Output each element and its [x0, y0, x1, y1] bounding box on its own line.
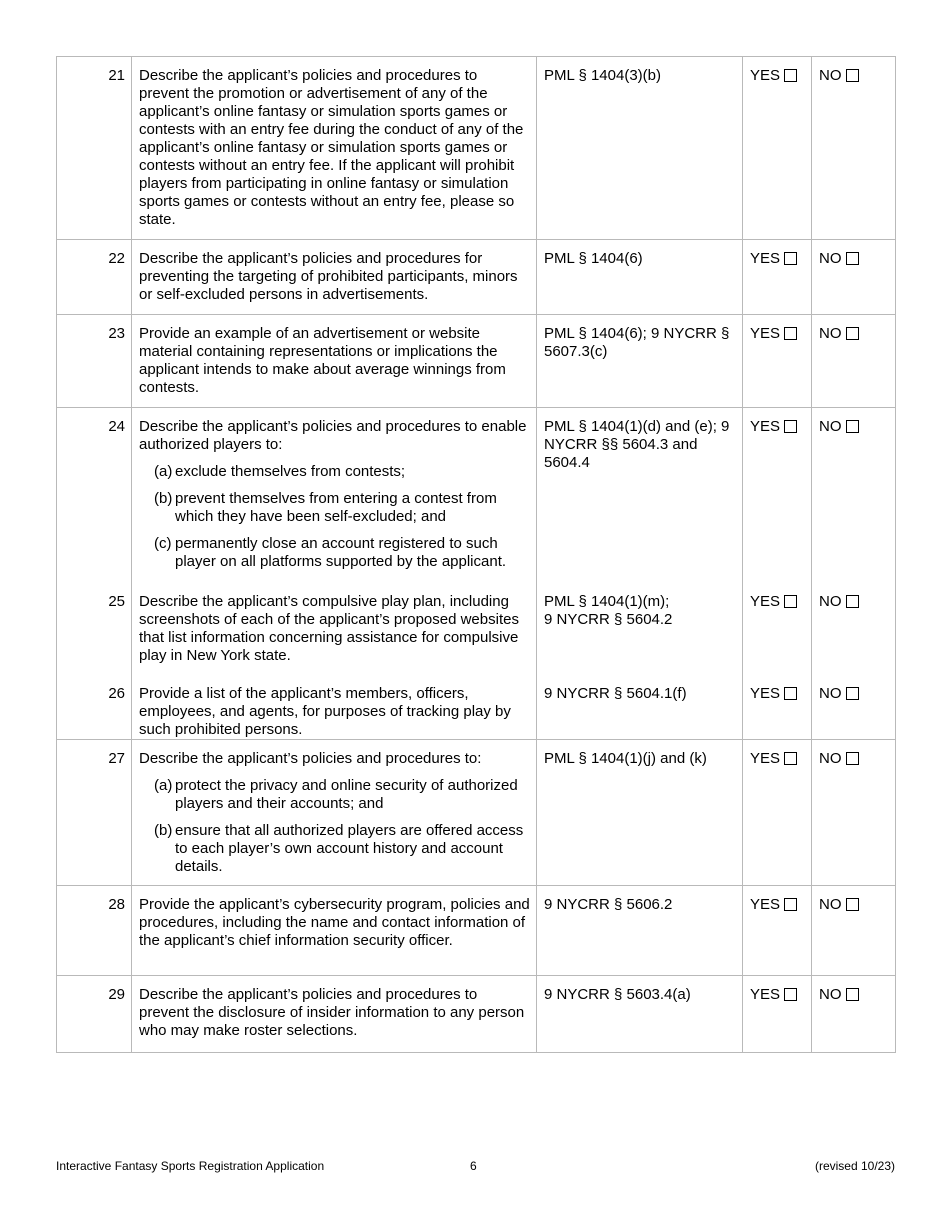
yes-option — [743, 975, 812, 1052]
yes-checkbox[interactable] — [784, 595, 797, 608]
footer-revision: (revised 10/23) — [814, 1159, 895, 1173]
list-item-label: (a) — [154, 776, 173, 794]
regulation-reference: 9 NYCRR § 5603.4(a) — [537, 975, 743, 1052]
yes-label: YES — [750, 985, 781, 1003]
table-row — [57, 885, 896, 975]
no-checkbox[interactable] — [846, 595, 859, 608]
list-item-label: (a) — [154, 463, 173, 480]
table-row — [57, 57, 896, 240]
item-number: 29 — [57, 975, 132, 1052]
yes-checkbox[interactable] — [784, 252, 797, 265]
yes-label: YES — [750, 67, 781, 84]
regulation-reference-line: PML § 1404(1)(m); — [544, 592, 670, 610]
table-row — [57, 675, 896, 740]
table-row — [57, 975, 896, 1052]
item-description: Provide a list of the applicant’s members, officers, employees, and agents, for purposes of tracking play by such prohibited persons. — [132, 675, 537, 740]
no-option — [812, 675, 896, 740]
no-label: NO — [819, 250, 842, 267]
yes-option — [743, 57, 812, 240]
no-label: NO — [819, 749, 842, 767]
yes-checkbox[interactable] — [784, 898, 797, 911]
yes-option — [743, 315, 812, 408]
item-number: 21 — [57, 57, 132, 240]
item-description-text: Describe the applicant’s policies and procedures to enable authorized players to: — [139, 418, 527, 453]
regulation-reference-line: 9 NYCRR § 5604.2 — [544, 610, 673, 628]
list-item-text: exclude themselves from contests; — [175, 463, 406, 480]
item-description: Describe the applicant’s policies and procedures to prevent the promotion or advertisement of any of the applicant’s online fantasy or simulation sports games or contests with an entry fee during the conduct of any of the applicant’s online fantasy or simulation sports games or contests without an entry fee. If the applicant will prohibit players from participating in online fantasy or simulation sports games or contests without an entry fee, please so state. — [132, 57, 537, 240]
no-option — [812, 240, 896, 315]
item-number: 27 — [57, 739, 132, 885]
yes-checkbox[interactable] — [784, 69, 797, 82]
list-item-label: (c) — [154, 535, 172, 552]
item-description — [132, 739, 537, 885]
item-description-text: Describe the applicant’s policies and procedures to: — [139, 749, 482, 767]
table-row — [57, 408, 896, 583]
no-checkbox[interactable] — [846, 252, 859, 265]
list-item — [154, 463, 530, 481]
no-option — [812, 408, 896, 583]
no-option — [812, 739, 896, 885]
list-item-label: (b) — [154, 821, 173, 839]
yes-checkbox[interactable] — [784, 327, 797, 340]
no-checkbox[interactable] — [846, 687, 859, 700]
yes-option — [743, 240, 812, 315]
no-option — [812, 885, 896, 975]
footer-page-number: 6 — [470, 1159, 477, 1173]
yes-option — [743, 885, 812, 975]
regulation-reference: PML § 1404(3)(b) — [537, 57, 743, 240]
regulation-reference: PML § 1404(1)(d) and (e); 9 NYCRR §§ 5604.3 and 5604.4 — [537, 408, 743, 583]
table-row — [57, 583, 896, 675]
yes-label: YES — [750, 418, 781, 435]
no-option — [812, 315, 896, 408]
yes-checkbox[interactable] — [784, 420, 797, 433]
no-label: NO — [819, 592, 842, 610]
no-option — [812, 57, 896, 240]
yes-checkbox[interactable] — [784, 752, 797, 765]
item-number: 26 — [57, 675, 132, 740]
list-item — [154, 822, 530, 876]
item-number: 23 — [57, 315, 132, 408]
no-option — [812, 975, 896, 1052]
yes-label: YES — [750, 592, 781, 610]
item-description: Provide the applicant’s cybersecurity program, policies and procedures, including the name and contact information of the applicant’s chief information security officer. — [132, 885, 537, 975]
list-item-text: ensure that all authorized players are offered access to each player’s own account history and account details. — [175, 821, 524, 875]
table-row — [57, 315, 896, 408]
list-item-text: permanently close an account registered to such player on all platforms supported by the applicant. — [175, 535, 507, 570]
no-checkbox[interactable] — [846, 898, 859, 911]
list-item — [154, 490, 530, 526]
regulation-reference: PML § 1404(6); 9 NYCRR § 5607.3(c) — [537, 315, 743, 408]
list-item — [154, 777, 530, 813]
no-label: NO — [819, 325, 842, 342]
no-label: NO — [819, 418, 842, 435]
item-number: 28 — [57, 885, 132, 975]
yes-option — [743, 675, 812, 740]
table-row — [57, 739, 896, 885]
item-description: Provide an example of an advertisement or website material containing representations or implications the applicant intends to make about average winnings from contests. — [132, 315, 537, 408]
item-description: Describe the applicant’s policies and procedures to prevent the disclosure of insider information to any person who may make roster selections. — [132, 975, 537, 1052]
list-item-text: prevent themselves from entering a contest from which they have been self-excluded; and — [175, 490, 497, 525]
yes-option — [743, 739, 812, 885]
requirements-table — [56, 56, 896, 1053]
no-checkbox[interactable] — [846, 988, 859, 1001]
footer-document-title: Interactive Fantasy Sports Registration Application — [56, 1159, 325, 1173]
item-description: Describe the applicant’s policies and procedures for preventing the targeting of prohibited participants, minors or self-excluded persons in advertisements. — [132, 240, 537, 315]
table-row — [57, 240, 896, 315]
yes-checkbox[interactable] — [784, 988, 797, 1001]
list-item-label: (b) — [154, 490, 173, 507]
yes-label: YES — [750, 325, 781, 342]
yes-label: YES — [750, 684, 781, 702]
no-label: NO — [819, 895, 842, 913]
item-number: 24 — [57, 408, 132, 583]
list-item-text: protect the privacy and online security of authorized players and their accounts; and — [175, 776, 518, 812]
regulation-reference: 9 NYCRR § 5604.1(f) — [537, 675, 743, 740]
regulation-reference — [537, 583, 743, 675]
no-label: NO — [819, 67, 842, 84]
item-description: Describe the applicant’s compulsive play plan, including screenshots of each of the applicant’s proposed websites that list information concerning assistance for compulsive play in New York state. — [132, 583, 537, 675]
yes-label: YES — [750, 749, 781, 767]
yes-label: YES — [750, 895, 781, 913]
no-checkbox[interactable] — [846, 69, 859, 82]
no-option — [812, 583, 896, 675]
item-number: 22 — [57, 240, 132, 315]
regulation-reference: 9 NYCRR § 5606.2 — [537, 885, 743, 975]
item-description — [132, 408, 537, 583]
no-checkbox[interactable] — [846, 327, 859, 340]
yes-label: YES — [750, 250, 781, 267]
no-checkbox[interactable] — [846, 752, 859, 765]
regulation-reference: PML § 1404(1)(j) and (k) — [537, 739, 743, 885]
no-checkbox[interactable] — [846, 420, 859, 433]
yes-option — [743, 583, 812, 675]
yes-checkbox[interactable] — [784, 687, 797, 700]
list-item — [154, 535, 530, 571]
item-number: 25 — [57, 583, 132, 675]
yes-option — [743, 408, 812, 583]
no-label: NO — [819, 684, 842, 702]
no-label: NO — [819, 985, 842, 1003]
regulation-reference: PML § 1404(6) — [537, 240, 743, 315]
